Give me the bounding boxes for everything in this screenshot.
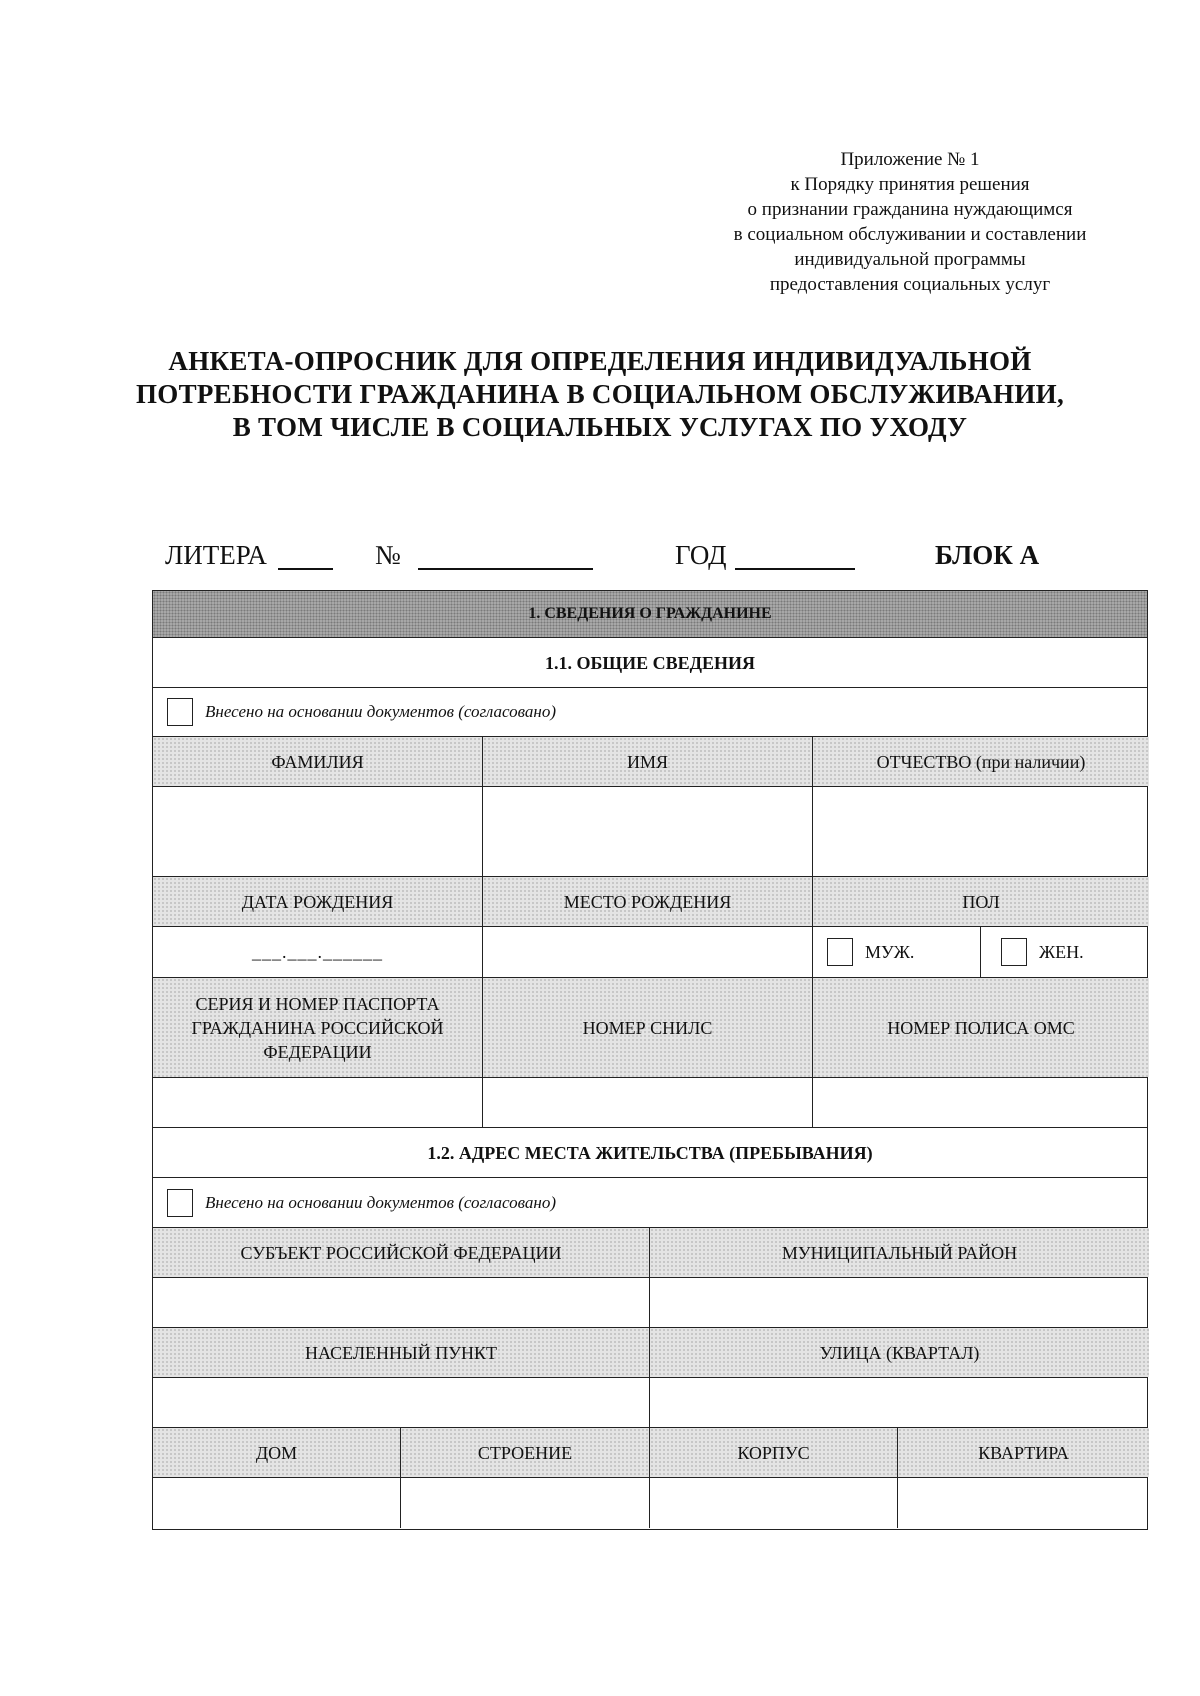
passport-field[interactable] — [153, 1078, 483, 1127]
subsection-header-row — [153, 638, 1147, 688]
male-option[interactable] — [813, 927, 981, 977]
documents-note-row — [153, 688, 1147, 737]
title-line: В ТОМ ЧИСЛЕ В СОЦИАЛЬНЫХ УСЛУГАХ ПО УХОДУ — [232, 412, 968, 442]
subject-label: СУБЪЕКТ РОССИЙСКОЙ ФЕДЕРАЦИИ — [153, 1228, 650, 1277]
year-field[interactable] — [735, 540, 855, 570]
address-note-row — [153, 1178, 1147, 1228]
male-checkbox[interactable] — [827, 938, 853, 966]
female-checkbox[interactable] — [1001, 938, 1027, 966]
building-label: СТРОЕНИЕ — [401, 1428, 650, 1477]
last-name-label: ФАМИЛИЯ — [153, 737, 483, 786]
appendix-line: к Порядку принятия решения — [790, 174, 1030, 195]
first-name-field[interactable] — [483, 787, 813, 876]
district-field[interactable] — [650, 1278, 1149, 1327]
section-title: 1. СВЕДЕНИЯ О ГРАЖДАНИНЕ — [153, 591, 1147, 637]
litera-field[interactable] — [278, 540, 333, 570]
number-field[interactable] — [418, 540, 593, 570]
region-input-row — [153, 1278, 1147, 1328]
first-name-label: ИМЯ — [483, 737, 813, 786]
snils-label: НОМЕР СНИЛС — [483, 978, 813, 1077]
patronymic-field[interactable] — [813, 787, 1149, 876]
birth-date-label: ДАТА РОЖДЕНИЯ — [153, 877, 483, 926]
documents-note: Внесено на основании документов (согласовано) — [205, 702, 556, 721]
appendix-line: индивидуальной программы — [794, 249, 1026, 270]
title-line: ПОТРЕБНОСТИ ГРАЖДАНИНА В СОЦИАЛЬНОМ ОБСЛУЖИВАНИИ, — [135, 379, 1065, 409]
appendix-line: предоставления социальных услуг — [769, 274, 1051, 295]
documents-input-row — [153, 1078, 1147, 1128]
korpus-field[interactable] — [650, 1478, 898, 1528]
title-line: АНКЕТА-ОПРОСНИК ДЛЯ ОПРЕДЕЛЕНИЯ ИНДИВИДУАЛЬНОЙ — [168, 346, 1032, 376]
korpus-label: КОРПУС — [650, 1428, 898, 1477]
birth-date-field[interactable]: ___.___.______ — [153, 927, 483, 977]
snils-field[interactable] — [483, 1078, 813, 1127]
litera-label: ЛИТЕРА — [165, 540, 267, 570]
locality-label: НАСЕЛЕННЫЙ ПУНКТ — [153, 1328, 650, 1377]
house-input-row — [153, 1478, 1147, 1528]
locality-input-row — [153, 1378, 1147, 1428]
locality-field[interactable] — [153, 1378, 650, 1427]
birth-input-row — [153, 927, 1147, 978]
female-label: ЖЕН. — [1039, 942, 1084, 962]
citizen-info-table — [152, 590, 1148, 1530]
block-label: БЛОК А — [935, 540, 1040, 570]
region-header-row — [153, 1228, 1147, 1278]
last-name-field[interactable] — [153, 787, 483, 876]
passport-label: СЕРИЯ И НОМЕР ПАСПОРТА ГРАЖДАНИНА РОССИЙСКОЙ ФЕДЕРАЦИИ — [153, 978, 483, 1077]
house-label: ДОМ — [153, 1428, 401, 1477]
documents-checkbox[interactable] — [167, 698, 193, 726]
birth-header-row — [153, 877, 1147, 927]
appendix-line: в социальном обслуживании и составлении — [733, 224, 1087, 245]
male-label: МУЖ. — [865, 942, 915, 962]
birth-place-label: МЕСТО РОЖДЕНИЯ — [483, 877, 813, 926]
street-label: УЛИЦА (КВАРТАЛ) — [650, 1328, 1149, 1377]
number-label: № — [375, 540, 401, 570]
birth-place-field[interactable] — [483, 927, 813, 977]
subject-field[interactable] — [153, 1278, 650, 1327]
oms-field[interactable] — [813, 1078, 1149, 1127]
address-documents-checkbox[interactable] — [167, 1189, 193, 1217]
house-field[interactable] — [153, 1478, 401, 1528]
apartment-field[interactable] — [898, 1478, 1149, 1528]
street-field[interactable] — [650, 1378, 1149, 1427]
appendix-line: Приложение № 1 — [840, 149, 980, 170]
oms-label: НОМЕР ПОЛИСА ОМС — [813, 978, 1149, 1077]
documents-header-row — [153, 978, 1147, 1078]
document-title — [100, 345, 1100, 444]
year-label: ГОД — [675, 540, 727, 570]
general-info-title: 1.1. ОБЩИЕ СВЕДЕНИЯ — [544, 652, 756, 673]
name-header-row — [153, 737, 1147, 787]
house-header-row — [153, 1428, 1147, 1478]
female-option[interactable] — [981, 927, 1149, 977]
section-header-row — [153, 591, 1147, 638]
address-title: 1.2. АДРЕС МЕСТА ЖИТЕЛЬСТВА (ПРЕБЫВАНИЯ) — [427, 1142, 873, 1163]
locality-header-row — [153, 1328, 1147, 1378]
patronymic-label: ОТЧЕСТВО (при наличии) — [813, 737, 1149, 786]
apartment-label: КВАРТИРА — [898, 1428, 1149, 1477]
name-input-row — [153, 787, 1147, 877]
appendix-note — [690, 147, 1130, 297]
sex-label: ПОЛ — [813, 877, 1149, 926]
district-label: МУНИЦИПАЛЬНЫЙ РАЙОН — [650, 1228, 1149, 1277]
building-field[interactable] — [401, 1478, 650, 1528]
appendix-line: о признании гражданина нуждающимся — [747, 199, 1073, 220]
address-documents-note: Внесено на основании документов (согласовано) — [205, 1192, 556, 1212]
address-header-row — [153, 1128, 1147, 1178]
form-meta-row — [165, 540, 1065, 580]
